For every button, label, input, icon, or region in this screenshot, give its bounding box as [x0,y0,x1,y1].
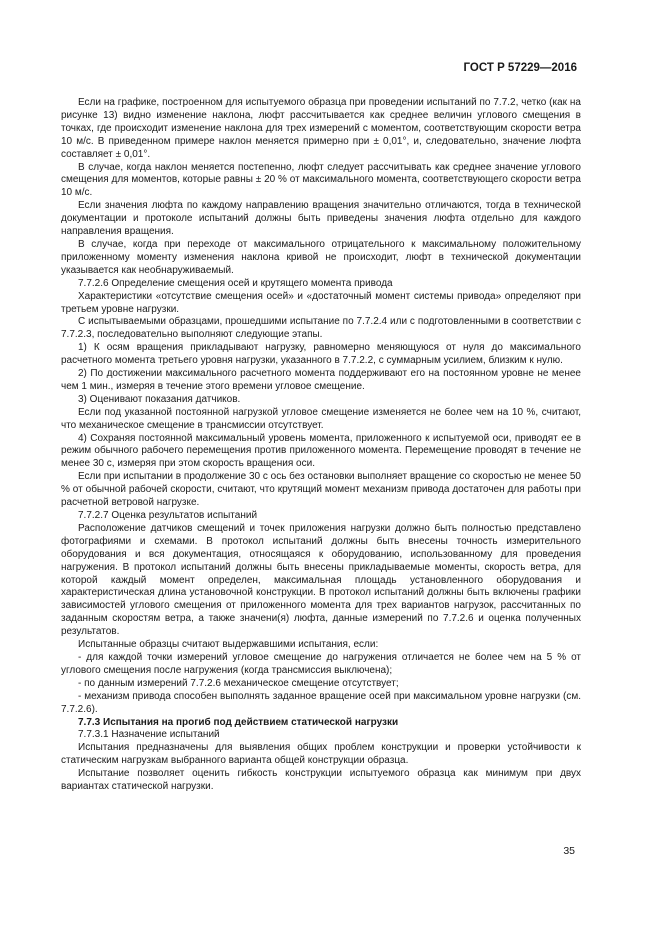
step-1: 1) К осям вращения прикладывают нагрузку, равномерно меняющуюся от нуля до максимального расчетного момента третьего уровня нагрузки, указанного в 7.7.2.2, с суммарным усилием, близким к нулю. [61,342,581,367]
paragraph-gradual-slope: В случае, когда наклон меняется постепенно, люфт следует рассчитывать как среднее значение углового смещения для моментов, которые равны ± 20 % от максимального момента, соответствующего скорости ветра 10 м/с. [61,161,581,199]
paragraph-backlash-directions: Если значения люфта по каждому направлению вращения значительно отличаются, тогда в технической документации и протоколе испытаний должны быть приведены значения люфта отдельно для каждого направления вращения. [61,200,581,238]
section-heading-7-7-2-6: 7.7.2.6 Определение смещения осей и крутящего момента привода [78,277,393,289]
step-2: 2) По достижении максимального расчетного момента поддерживают его на постоянном уровне не менее чем 1 мин., измеряя в течение этого времени угловое смещение. [61,368,581,392]
list-item-criterion-2: - по данным измерений 7.7.2.6 механическое смещение отсутствует; [78,677,399,689]
document-body [61,97,581,794]
section-heading-7-7-3-1: 7.7.3.1 Назначение испытаний [78,729,220,741]
paragraph-pass-criteria-intro: Испытанные образцы считают выдержавшими испытания, если: [78,639,379,651]
paragraph-stages-intro: С испытываемыми образцами, прошедшими испытание по 7.7.2.4 или с подготовленными в соответствии с 7.7.2.3, последовательно выполняют следующие этапы. [61,316,581,341]
list-item-criterion-1: - для каждой точки измерений угловое смещение до нагружения отличается не более чем на 5 % от углового смещения после нагружения (когда трансмиссия выключена); [61,651,581,676]
paragraph-backlash-slope-change: Если на графике, построенном для испытуемого образца при проведении испытаний по 7.7.2, четко (как на рисунке 13) видно изменение наклона, люфт рассчитывается как среднее величин углового смещения в точках, где происходит изменение наклона для трех измерений с моментом, соответствующим скорости ветра 10 м/с. В приведенном примере наклон меняется примерно при ± 0,01°, и, следовательно, значение люфта составляет ± 0,01°. [61,97,581,160]
paragraph-no-mechanical-offset: Если под указанной постоянной нагрузкой угловое смещение изменяется не более чем на 10 %, считают, что механическое смещение в трансмиссии отсутствует. [61,406,581,431]
paragraph-test-purpose: Испытания предназначены для выявления общих проблем конструкции и проверки устойчивости к статическим нагрузкам выбранного варианта общей конструкции образца. [61,742,581,767]
step-4: 4) Сохраняя постоянной максимальный уровень момента, приложенного к испытуемой оси, приводят ее в режим обычного рабочего перемещения против приложенного момента. Перемещение проводят в течение не менее 30 с, измеряя при этом скорость вращения оси. [61,432,581,470]
list-item-criterion-3: - механизм привода способен выполнять заданное вращение осей при максимальном уровне нагрузки (см. 7.7.2.6). [61,690,581,715]
step-3: 3) Оценивают показания датчиков. [78,393,241,405]
document-code-header: ГОСТ Р 57229—2016 [463,62,577,74]
paragraph-drive-torque-sufficient: Если при испытании в продолжение 30 с ось без остановки выполняет вращение со скоростью не менее 50 % от обычной рабочей скорости, считают, что крутящий момент механизм привода достаточен для работы при расчетной ветровой нагрузке. [61,471,581,509]
paragraph-characteristics: Характеристики «отсутствие смещения осей» и «достаточный момент системы привода» определяют при третьем уровне нагрузки. [61,290,581,315]
page-number: 35 [563,845,575,857]
paragraph-test-report-contents: Расположение датчиков смещений и точек приложения нагрузки должно быть полностью представлено фотографиями и схемами. В протокол испытаний должны быть внесены точность измерительного оборудования и вся документация, относящаяся к оборудованию, использованному для проведения нагружения. В протокол испытаний должны быть внесены прикладываемые моменты, скорость ветра, для которой каждый момент определен, максимальная площадь установленного оборудования и характеристическая длина установочной конструкции. В протокол испытаний должны быть включены графики зависимостей углового смещения от приложенного момента для трех вариантов нагрузок, рассчитанных по заданным скоростям ветра, а также значени(я) люфта, данные измерений по 7.7.2.6 и оценка полученных результатов. [61,522,581,638]
section-heading-7-7-3: 7.7.3 Испытания на прогиб под действием статической нагрузки [78,716,399,728]
paragraph-test-flexibility: Испытание позволяет оценить гибкость конструкции испытуемого образца как минимум при двух вариантах статической нагрузки. [61,768,581,793]
paragraph-undetectable-backlash: В случае, когда при переходе от максимального отрицательного к максимальному положительному приложенному моменту изменения наклона кривой не происходит, люфт в технической документации указывается как необнаруживаемый. [61,238,581,276]
section-heading-7-7-2-7: 7.7.2.7 Оценка результатов испытаний [78,510,258,521]
